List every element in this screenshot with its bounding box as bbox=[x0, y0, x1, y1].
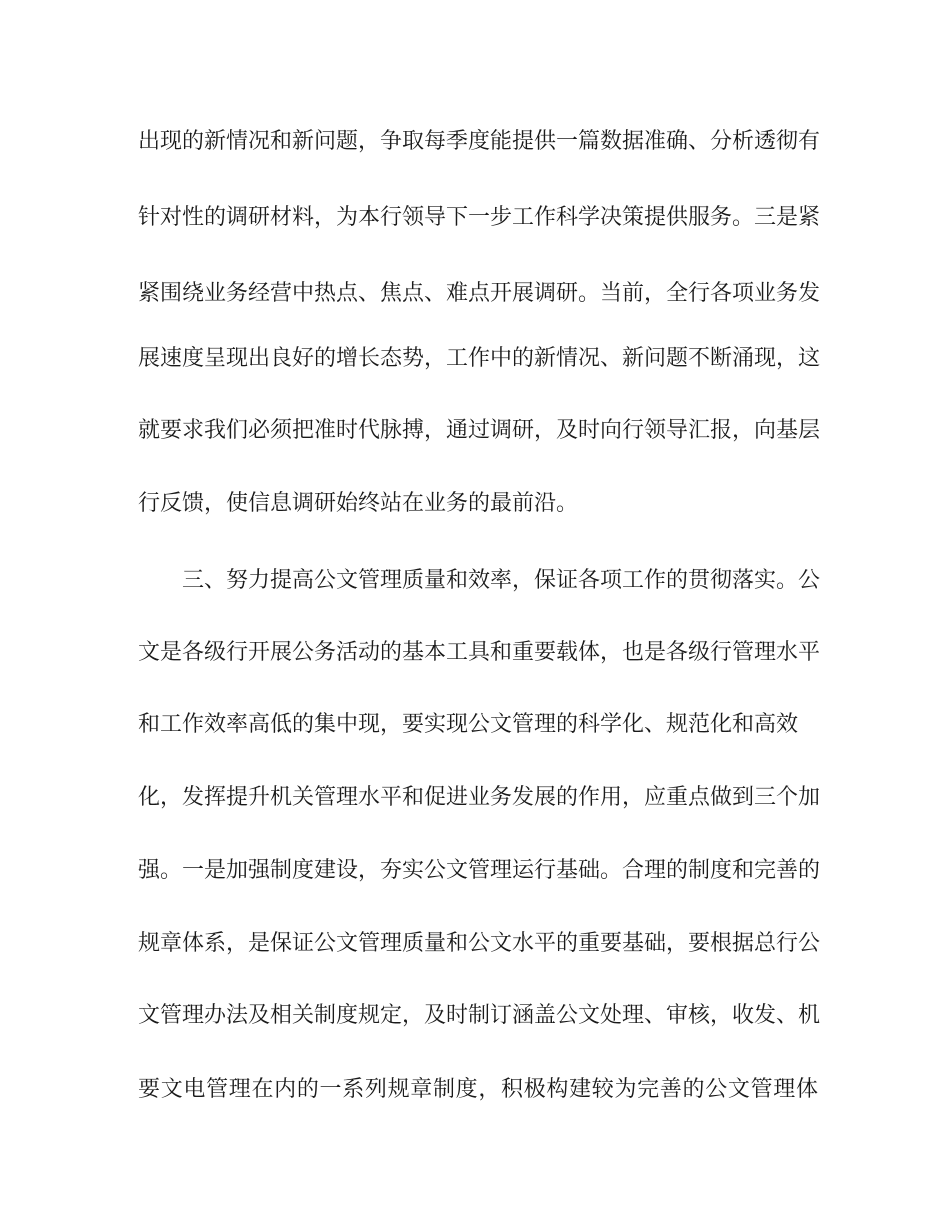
text-line: 文管理办法及相关制度规定，及时制订涵盖公文处理、审核，收发、机 bbox=[138, 1003, 821, 1028]
text-line: 规章体系，是保证公文管理质量和公文水平的重要基础，要根据总行公 bbox=[138, 931, 821, 956]
paragraph-first-line: 三、努力提高公文管理质量和效率，保证各项工作的贯彻落实。公 bbox=[182, 568, 821, 593]
text-line: 出现的新情况和新问题，争取每季度能提供一篇数据准确、分析透彻有 bbox=[138, 129, 821, 154]
text-line: 化，发挥提升机关管理水平和促进业务发展的作用，应重点做到三个加 bbox=[138, 785, 821, 810]
text-line: 行反馈，使信息调研始终站在业务的最前沿。 bbox=[138, 491, 579, 516]
text-line: 和工作效率高低的集中现，要实现公文管理的科学化、规范化和高效 bbox=[138, 712, 799, 737]
text-line: 针对性的调研材料，为本行领导下一步工作科学决策提供服务。三是紧 bbox=[138, 205, 821, 230]
text-line: 要文电管理在内的一系列规章制度，积极构建较为完善的公文管理体 bbox=[138, 1077, 818, 1102]
text-line: 文是各级行开展公务活动的基本工具和重要载体，也是各级行管理水平 bbox=[138, 640, 821, 665]
text-line: 紧围绕业务经营中热点、焦点、难点开展调研。当前，全行各项业务发 bbox=[138, 281, 821, 306]
text-line: 展速度呈现出良好的增长态势，工作中的新情况、新问题不断涌现，这 bbox=[138, 346, 821, 371]
text-line: 强。一是加强制度建设，夯实公文管理运行基础。合理的制度和完善的 bbox=[138, 858, 821, 883]
text-line: 就要求我们必须把准时代脉搏，通过调研，及时向行领导汇报，向基层 bbox=[138, 418, 821, 443]
